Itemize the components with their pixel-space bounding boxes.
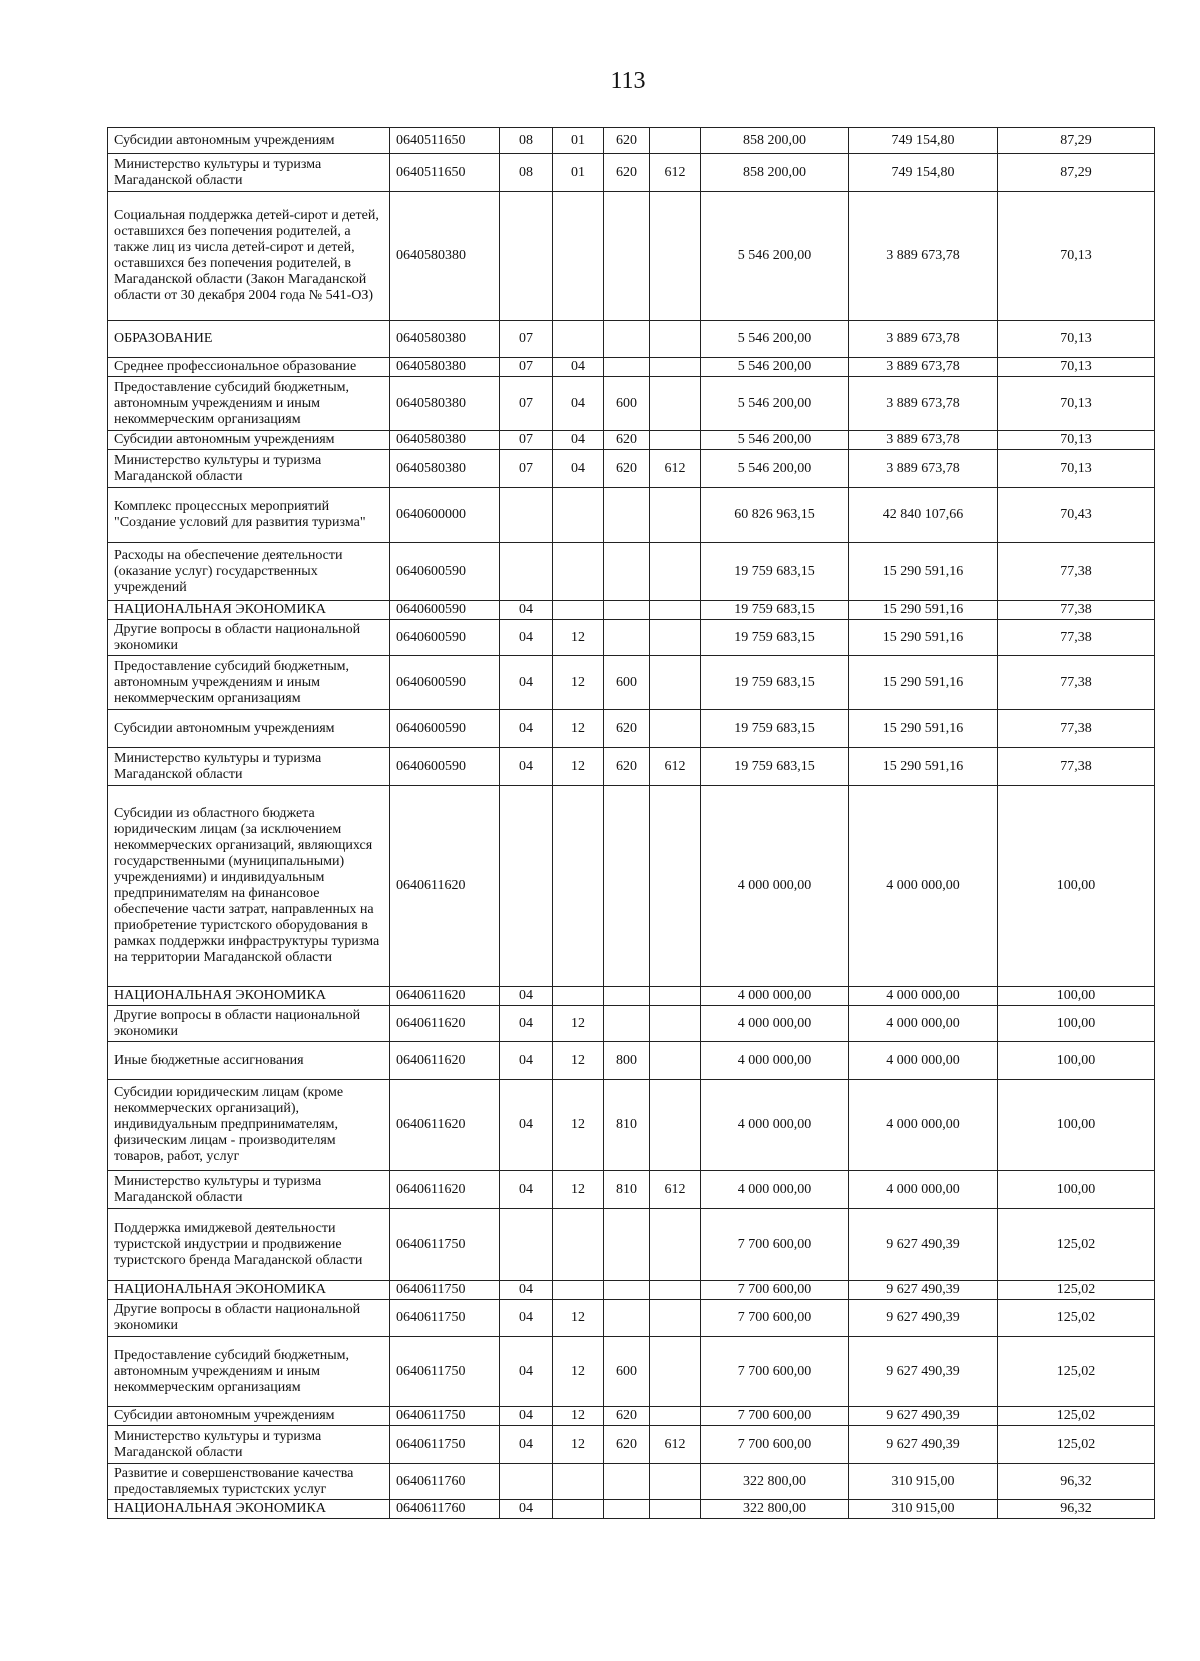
expense-type-code	[604, 601, 650, 620]
section-code	[500, 543, 553, 601]
target-code: 0640600590	[390, 620, 500, 656]
row-name: НАЦИОНАЛЬНАЯ ЭКОНОМИКА	[108, 601, 390, 620]
expense-type-code: 620	[604, 1407, 650, 1426]
target-code: 0640580380	[390, 321, 500, 358]
target-code: 0640611750	[390, 1407, 500, 1426]
target-code: 0640600000	[390, 488, 500, 543]
section-code: 04	[500, 620, 553, 656]
row-name: Другие вопросы в области национальной экономики	[108, 620, 390, 656]
execution-percent: 125,02	[998, 1300, 1155, 1337]
planned-amount: 19 759 683,15	[701, 710, 849, 748]
execution-percent: 77,38	[998, 710, 1155, 748]
table-row	[108, 1042, 1155, 1080]
expense-type-code	[604, 1500, 650, 1519]
actual-amount: 42 840 107,66	[849, 488, 998, 543]
row-name: Среднее профессиональное образование	[108, 358, 390, 377]
section-code: 04	[500, 748, 553, 786]
expense-type-code: 600	[604, 1337, 650, 1407]
actual-amount: 4 000 000,00	[849, 987, 998, 1006]
planned-amount: 7 700 600,00	[701, 1209, 849, 1281]
target-code: 0640600590	[390, 710, 500, 748]
execution-percent: 100,00	[998, 1042, 1155, 1080]
target-code: 0640611750	[390, 1281, 500, 1300]
row-name: Поддержка имиджевой деятельности туристской индустрии и продвижение туристского бренда Магаданской области	[108, 1209, 390, 1281]
expense-type-code: 810	[604, 1080, 650, 1171]
execution-percent: 125,02	[998, 1209, 1155, 1281]
administrator-code	[650, 358, 701, 377]
row-name: ОБРАЗОВАНИЕ	[108, 321, 390, 358]
table-row	[108, 1209, 1155, 1281]
table-row	[108, 987, 1155, 1006]
expense-type-code	[604, 1300, 650, 1337]
section-code: 04	[500, 987, 553, 1006]
row-name: Социальная поддержка детей-сирот и детей, оставшихся без попечения родителей, а также лиц из числа детей-сирот и детей, оставшихся без попечения родителей, в Магаданской области (Закон Магаданской области от 30 декабря 2004 года № 541-ОЗ)	[108, 192, 390, 321]
subsection-code: 04	[553, 358, 604, 377]
actual-amount: 4 000 000,00	[849, 1171, 998, 1209]
administrator-code	[650, 1500, 701, 1519]
row-name: Министерство культуры и туризма Магаданской области	[108, 154, 390, 192]
actual-amount: 3 889 673,78	[849, 431, 998, 450]
row-name: Субсидии из областного бюджета юридическим лицам (за исключением некоммерческих организаций, являющихся государственными (муниципальными) учреждениями) и индивидуальным предпринимателям на финансовое обеспечение части затрат, направленных на приобретение туристского оборудования в рамках поддержки инфраструктуры туризма на территории Магаданской области	[108, 786, 390, 987]
execution-percent: 70,13	[998, 431, 1155, 450]
planned-amount: 7 700 600,00	[701, 1281, 849, 1300]
row-name: Расходы на обеспечение деятельности (оказание услуг) государственных учреждений	[108, 543, 390, 601]
target-code: 0640611760	[390, 1500, 500, 1519]
section-code: 07	[500, 450, 553, 488]
subsection-code: 12	[553, 748, 604, 786]
subsection-code: 12	[553, 1407, 604, 1426]
expense-type-code	[604, 1281, 650, 1300]
subsection-code	[553, 321, 604, 358]
execution-percent: 77,38	[998, 620, 1155, 656]
execution-percent: 77,38	[998, 748, 1155, 786]
administrator-code	[650, 543, 701, 601]
table-row	[108, 488, 1155, 543]
planned-amount: 5 546 200,00	[701, 450, 849, 488]
execution-percent: 77,38	[998, 543, 1155, 601]
actual-amount: 749 154,80	[849, 128, 998, 154]
administrator-code: 612	[650, 450, 701, 488]
execution-percent: 70,13	[998, 192, 1155, 321]
planned-amount: 19 759 683,15	[701, 748, 849, 786]
target-code: 0640611750	[390, 1426, 500, 1464]
expense-type-code: 810	[604, 1171, 650, 1209]
administrator-code	[650, 656, 701, 710]
actual-amount: 15 290 591,16	[849, 543, 998, 601]
subsection-code: 04	[553, 377, 604, 431]
execution-percent: 100,00	[998, 786, 1155, 987]
subsection-code	[553, 543, 604, 601]
row-name: Другие вопросы в области национальной экономики	[108, 1300, 390, 1337]
section-code: 04	[500, 1281, 553, 1300]
target-code: 0640511650	[390, 154, 500, 192]
execution-percent: 70,13	[998, 450, 1155, 488]
execution-percent: 125,02	[998, 1281, 1155, 1300]
execution-percent: 87,29	[998, 154, 1155, 192]
subsection-code	[553, 601, 604, 620]
target-code: 0640580380	[390, 431, 500, 450]
row-name: Министерство культуры и туризма Магаданской области	[108, 450, 390, 488]
table-row	[108, 1281, 1155, 1300]
expense-type-code	[604, 488, 650, 543]
table-row	[108, 601, 1155, 620]
row-name: НАЦИОНАЛЬНАЯ ЭКОНОМИКА	[108, 987, 390, 1006]
execution-percent: 70,13	[998, 358, 1155, 377]
planned-amount: 4 000 000,00	[701, 1171, 849, 1209]
budget-table	[107, 127, 1155, 1519]
administrator-code: 612	[650, 154, 701, 192]
row-name: Комплекс процессных мероприятий "Создание условий для развития туризма"	[108, 488, 390, 543]
section-code: 04	[500, 1337, 553, 1407]
execution-percent: 96,32	[998, 1464, 1155, 1500]
administrator-code	[650, 431, 701, 450]
target-code: 0640580380	[390, 192, 500, 321]
section-code: 04	[500, 1080, 553, 1171]
expense-type-code	[604, 620, 650, 656]
expense-type-code	[604, 1209, 650, 1281]
subsection-code	[553, 1464, 604, 1500]
execution-percent: 125,02	[998, 1407, 1155, 1426]
subsection-code: 12	[553, 656, 604, 710]
administrator-code	[650, 488, 701, 543]
actual-amount: 3 889 673,78	[849, 377, 998, 431]
row-name: НАЦИОНАЛЬНАЯ ЭКОНОМИКА	[108, 1281, 390, 1300]
planned-amount: 4 000 000,00	[701, 1006, 849, 1042]
actual-amount: 15 290 591,16	[849, 748, 998, 786]
expense-type-code: 600	[604, 377, 650, 431]
planned-amount: 4 000 000,00	[701, 1042, 849, 1080]
section-code	[500, 1209, 553, 1281]
section-code: 07	[500, 321, 553, 358]
administrator-code	[650, 1300, 701, 1337]
section-code	[500, 786, 553, 987]
target-code: 0640611750	[390, 1209, 500, 1281]
expense-type-code: 620	[604, 431, 650, 450]
target-code: 0640611760	[390, 1464, 500, 1500]
actual-amount: 9 627 490,39	[849, 1209, 998, 1281]
subsection-code: 12	[553, 710, 604, 748]
execution-percent: 100,00	[998, 987, 1155, 1006]
row-name: Министерство культуры и туризма Магаданской области	[108, 1171, 390, 1209]
subsection-code	[553, 987, 604, 1006]
planned-amount: 4 000 000,00	[701, 1080, 849, 1171]
administrator-code	[650, 377, 701, 431]
execution-percent: 70,13	[998, 377, 1155, 431]
row-name: Субсидии автономным учреждениям	[108, 431, 390, 450]
table-row	[108, 1171, 1155, 1209]
actual-amount: 4 000 000,00	[849, 1042, 998, 1080]
planned-amount: 4 000 000,00	[701, 786, 849, 987]
target-code: 0640600590	[390, 543, 500, 601]
section-code: 04	[500, 1407, 553, 1426]
table-row	[108, 321, 1155, 358]
planned-amount: 322 800,00	[701, 1500, 849, 1519]
target-code: 0640611620	[390, 1042, 500, 1080]
expense-type-code: 620	[604, 450, 650, 488]
administrator-code: 612	[650, 748, 701, 786]
section-code	[500, 1464, 553, 1500]
planned-amount: 7 700 600,00	[701, 1426, 849, 1464]
target-code: 0640611750	[390, 1337, 500, 1407]
expense-type-code	[604, 543, 650, 601]
actual-amount: 749 154,80	[849, 154, 998, 192]
subsection-code: 12	[553, 1080, 604, 1171]
row-name: Субсидии автономным учреждениям	[108, 128, 390, 154]
execution-percent: 125,02	[998, 1337, 1155, 1407]
table-row	[108, 710, 1155, 748]
execution-percent: 70,43	[998, 488, 1155, 543]
target-code: 0640611750	[390, 1300, 500, 1337]
administrator-code	[650, 1407, 701, 1426]
row-name: Другие вопросы в области национальной экономики	[108, 1006, 390, 1042]
section-code: 04	[500, 1300, 553, 1337]
expense-type-code: 620	[604, 748, 650, 786]
row-name: Предоставление субсидий бюджетным, автономным учреждениям и иным некоммерческим организациям	[108, 377, 390, 431]
actual-amount: 4 000 000,00	[849, 1080, 998, 1171]
planned-amount: 858 200,00	[701, 154, 849, 192]
section-code: 08	[500, 128, 553, 154]
actual-amount: 3 889 673,78	[849, 192, 998, 321]
actual-amount: 15 290 591,16	[849, 710, 998, 748]
expense-type-code	[604, 321, 650, 358]
subsection-code: 12	[553, 1337, 604, 1407]
actual-amount: 9 627 490,39	[849, 1407, 998, 1426]
execution-percent: 100,00	[998, 1006, 1155, 1042]
administrator-code	[650, 1080, 701, 1171]
table-row	[108, 431, 1155, 450]
planned-amount: 19 759 683,15	[701, 620, 849, 656]
target-code: 0640600590	[390, 748, 500, 786]
table-row	[108, 1500, 1155, 1519]
expense-type-code: 620	[604, 154, 650, 192]
planned-amount: 7 700 600,00	[701, 1407, 849, 1426]
actual-amount: 9 627 490,39	[849, 1426, 998, 1464]
table-row	[108, 786, 1155, 987]
administrator-code: 612	[650, 1171, 701, 1209]
expense-type-code	[604, 1464, 650, 1500]
actual-amount: 3 889 673,78	[849, 321, 998, 358]
subsection-code	[553, 192, 604, 321]
table-row	[108, 543, 1155, 601]
subsection-code: 12	[553, 620, 604, 656]
subsection-code	[553, 1500, 604, 1519]
subsection-code	[553, 1209, 604, 1281]
section-code	[500, 488, 553, 543]
administrator-code	[650, 1337, 701, 1407]
actual-amount: 3 889 673,78	[849, 450, 998, 488]
row-name: Иные бюджетные ассигнования	[108, 1042, 390, 1080]
subsection-code: 04	[553, 431, 604, 450]
page-number: 113	[610, 68, 646, 94]
section-code: 04	[500, 1042, 553, 1080]
row-name: Развитие и совершенствование качества предоставляемых туристских услуг	[108, 1464, 390, 1500]
actual-amount: 9 627 490,39	[849, 1300, 998, 1337]
execution-percent: 125,02	[998, 1426, 1155, 1464]
planned-amount: 60 826 963,15	[701, 488, 849, 543]
table-row	[108, 1337, 1155, 1407]
administrator-code	[650, 192, 701, 321]
expense-type-code: 620	[604, 128, 650, 154]
target-code: 0640611620	[390, 1080, 500, 1171]
row-name: Субсидии автономным учреждениям	[108, 710, 390, 748]
administrator-code	[650, 1464, 701, 1500]
target-code: 0640511650	[390, 128, 500, 154]
section-code: 08	[500, 154, 553, 192]
actual-amount: 3 889 673,78	[849, 358, 998, 377]
row-name: Субсидии юридическим лицам (кроме некоммерческих организаций), индивидуальным предпринимателям, физическим лицам - производителям товаров, работ, услуг	[108, 1080, 390, 1171]
table-row	[108, 656, 1155, 710]
target-code: 0640611620	[390, 987, 500, 1006]
expense-type-code	[604, 987, 650, 1006]
subsection-code: 01	[553, 154, 604, 192]
table-row	[108, 1006, 1155, 1042]
planned-amount: 322 800,00	[701, 1464, 849, 1500]
subsection-code	[553, 1281, 604, 1300]
table-row	[108, 1080, 1155, 1171]
section-code: 04	[500, 601, 553, 620]
subsection-code: 12	[553, 1300, 604, 1337]
table-row	[108, 748, 1155, 786]
actual-amount: 9 627 490,39	[849, 1337, 998, 1407]
administrator-code	[650, 710, 701, 748]
planned-amount: 5 546 200,00	[701, 431, 849, 450]
table-row	[108, 1300, 1155, 1337]
target-code: 0640611620	[390, 786, 500, 987]
expense-type-code: 800	[604, 1042, 650, 1080]
subsection-code: 04	[553, 450, 604, 488]
execution-percent: 87,29	[998, 128, 1155, 154]
administrator-code	[650, 321, 701, 358]
section-code: 07	[500, 358, 553, 377]
actual-amount: 310 915,00	[849, 1500, 998, 1519]
actual-amount: 9 627 490,39	[849, 1281, 998, 1300]
section-code: 04	[500, 1006, 553, 1042]
row-name: Министерство культуры и туризма Магаданской области	[108, 748, 390, 786]
actual-amount: 15 290 591,16	[849, 601, 998, 620]
target-code: 0640600590	[390, 656, 500, 710]
actual-amount: 15 290 591,16	[849, 656, 998, 710]
planned-amount: 19 759 683,15	[701, 601, 849, 620]
actual-amount: 4 000 000,00	[849, 786, 998, 987]
row-name: Предоставление субсидий бюджетным, автономным учреждениям и иным некоммерческим организациям	[108, 1337, 390, 1407]
planned-amount: 858 200,00	[701, 128, 849, 154]
planned-amount: 19 759 683,15	[701, 543, 849, 601]
planned-amount: 19 759 683,15	[701, 656, 849, 710]
subsection-code	[553, 488, 604, 543]
execution-percent: 96,32	[998, 1500, 1155, 1519]
row-name: Министерство культуры и туризма Магаданской области	[108, 1426, 390, 1464]
table-row	[108, 377, 1155, 431]
subsection-code: 01	[553, 128, 604, 154]
execution-percent: 77,38	[998, 656, 1155, 710]
expense-type-code	[604, 358, 650, 377]
subsection-code: 12	[553, 1171, 604, 1209]
subsection-code: 12	[553, 1426, 604, 1464]
subsection-code: 12	[553, 1006, 604, 1042]
execution-percent: 100,00	[998, 1080, 1155, 1171]
section-code: 04	[500, 1500, 553, 1519]
actual-amount: 4 000 000,00	[849, 1006, 998, 1042]
execution-percent: 70,13	[998, 321, 1155, 358]
planned-amount: 5 546 200,00	[701, 321, 849, 358]
table-row	[108, 1426, 1155, 1464]
expense-type-code: 620	[604, 710, 650, 748]
target-code: 0640600590	[390, 601, 500, 620]
row-name: Предоставление субсидий бюджетным, автономным учреждениям и иным некоммерческим организациям	[108, 656, 390, 710]
administrator-code	[650, 620, 701, 656]
planned-amount: 4 000 000,00	[701, 987, 849, 1006]
section-code: 04	[500, 710, 553, 748]
table-row	[108, 450, 1155, 488]
target-code: 0640611620	[390, 1006, 500, 1042]
planned-amount: 7 700 600,00	[701, 1300, 849, 1337]
administrator-code	[650, 1281, 701, 1300]
administrator-code	[650, 786, 701, 987]
planned-amount: 5 546 200,00	[701, 377, 849, 431]
target-code: 0640580380	[390, 377, 500, 431]
planned-amount: 5 546 200,00	[701, 358, 849, 377]
administrator-code	[650, 1209, 701, 1281]
section-code: 04	[500, 656, 553, 710]
expense-type-code: 620	[604, 1426, 650, 1464]
table-row	[108, 1407, 1155, 1426]
table-row	[108, 192, 1155, 321]
table-row	[108, 1464, 1155, 1500]
execution-percent: 77,38	[998, 601, 1155, 620]
subsection-code	[553, 786, 604, 987]
target-code: 0640580380	[390, 358, 500, 377]
table-row	[108, 620, 1155, 656]
planned-amount: 5 546 200,00	[701, 192, 849, 321]
subsection-code: 12	[553, 1042, 604, 1080]
administrator-code: 612	[650, 1426, 701, 1464]
planned-amount: 7 700 600,00	[701, 1337, 849, 1407]
section-code: 07	[500, 377, 553, 431]
target-code: 0640611620	[390, 1171, 500, 1209]
section-code: 04	[500, 1426, 553, 1464]
administrator-code	[650, 1042, 701, 1080]
section-code: 04	[500, 1171, 553, 1209]
table-row	[108, 154, 1155, 192]
target-code: 0640580380	[390, 450, 500, 488]
expense-type-code	[604, 1006, 650, 1042]
administrator-code	[650, 601, 701, 620]
section-code	[500, 192, 553, 321]
table-row	[108, 128, 1155, 154]
expense-type-code	[604, 786, 650, 987]
actual-amount: 15 290 591,16	[849, 620, 998, 656]
expense-type-code: 600	[604, 656, 650, 710]
row-name: НАЦИОНАЛЬНАЯ ЭКОНОМИКА	[108, 1500, 390, 1519]
administrator-code	[650, 1006, 701, 1042]
execution-percent: 100,00	[998, 1171, 1155, 1209]
table-row	[108, 358, 1155, 377]
administrator-code	[650, 128, 701, 154]
actual-amount: 310 915,00	[849, 1464, 998, 1500]
row-name: Субсидии автономным учреждениям	[108, 1407, 390, 1426]
administrator-code	[650, 987, 701, 1006]
expense-type-code	[604, 192, 650, 321]
section-code: 07	[500, 431, 553, 450]
